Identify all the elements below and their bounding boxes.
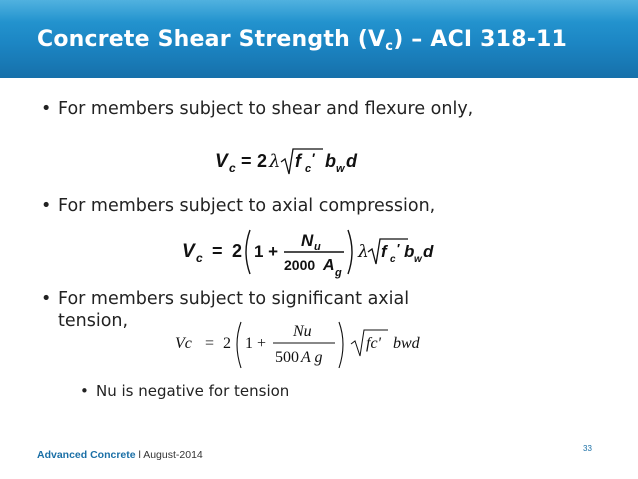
page-number: 33 [583, 444, 592, 453]
eq2-fc: f [381, 242, 387, 261]
slide-title-main: Concrete Shear Strength (V [37, 27, 386, 52]
bullet-shear-flexure [41, 99, 473, 119]
slide-title-sub: c [385, 39, 394, 54]
bullet-marker: • [41, 196, 52, 216]
eq3-coef: 2 [223, 335, 231, 352]
eq2-sqrt-sign [368, 239, 408, 264]
eq2-left-paren [246, 230, 250, 274]
title-bar-highlight [0, 0, 638, 22]
sub-bullet-text: Nu is negative for tension [96, 382, 290, 400]
eq2-fc-sub: c [390, 254, 396, 265]
eq2-right-paren [348, 230, 352, 274]
eq3-num: Nu [293, 323, 312, 340]
eq1-coef: 2 [257, 151, 268, 171]
eq3-den-var: A g [301, 349, 323, 366]
eq2-lhs-sub: c [196, 251, 203, 265]
bullet-text-continued: tension, [58, 311, 129, 331]
footer-course [37, 449, 203, 461]
eq2-d: d [423, 242, 434, 261]
equation-axial-compression [182, 224, 442, 280]
eq2-coef: 2 [232, 241, 243, 261]
eq3-equals: = [205, 335, 215, 352]
eq2-den-var: A [323, 257, 335, 274]
eq3-fc: fc' [366, 335, 381, 352]
eq2-num: N [301, 231, 314, 250]
eq2-prime: ′ [397, 241, 401, 256]
eq2-equals: = [212, 241, 223, 261]
eq1-d: d [346, 151, 357, 171]
bullet-marker: • [41, 289, 52, 309]
eq1-lhs: V [215, 151, 228, 172]
eq1-lambda: λ [269, 151, 281, 172]
eq1-fc: f [295, 151, 301, 171]
eq2-bw-sub: w [414, 254, 422, 265]
eq2-den: 2000 [284, 257, 316, 273]
sub-bullet-nu-negative [80, 382, 289, 400]
eq3-tail: bwd [393, 335, 420, 352]
eq3-one-plus: 1 + [245, 335, 267, 352]
eq1-sqrt-sign [281, 149, 323, 174]
equation-shear-flexure [215, 141, 365, 181]
equation-axial-tension [175, 316, 445, 372]
bullet-text: For members subject to shear and flexure only, [58, 99, 474, 119]
title-bar [0, 0, 638, 78]
eq2-lambda: λ [358, 242, 369, 262]
footer-date: l August-2014 [135, 449, 203, 461]
eq1-prime: ′ [312, 150, 316, 166]
eq1-lhs-sub: c [229, 161, 236, 175]
eq1-fc-sub: c [305, 163, 312, 175]
eq2-den-sub: g [335, 267, 342, 279]
eq3-den: 500 [275, 349, 299, 366]
bullet-text: For members subject to significant axial [58, 289, 410, 309]
eq3-left-paren [237, 322, 241, 368]
eq2-bw: b [404, 242, 415, 261]
eq1-equals: = [241, 151, 252, 171]
eq2-num-sub: u [314, 241, 321, 253]
bullet-text: For members subject to axial compression, [58, 196, 436, 216]
eq1-bw-sub: w [336, 163, 345, 175]
eq3-right-paren [339, 322, 343, 368]
bullet-axial-compression [41, 196, 435, 216]
sub-bullet-marker: • [80, 382, 89, 400]
eq2-lhs: V [182, 241, 195, 262]
eq1-bw: b [325, 151, 336, 171]
footer-course-name: Advanced Concrete [37, 449, 136, 461]
slide-title [37, 27, 567, 54]
slide-title-end: ) – ACI 318-11 [393, 27, 568, 52]
eq2-one-plus: 1 + [254, 242, 279, 261]
eq3-lhs: Vc [175, 335, 192, 352]
bullet-marker: • [41, 99, 52, 119]
